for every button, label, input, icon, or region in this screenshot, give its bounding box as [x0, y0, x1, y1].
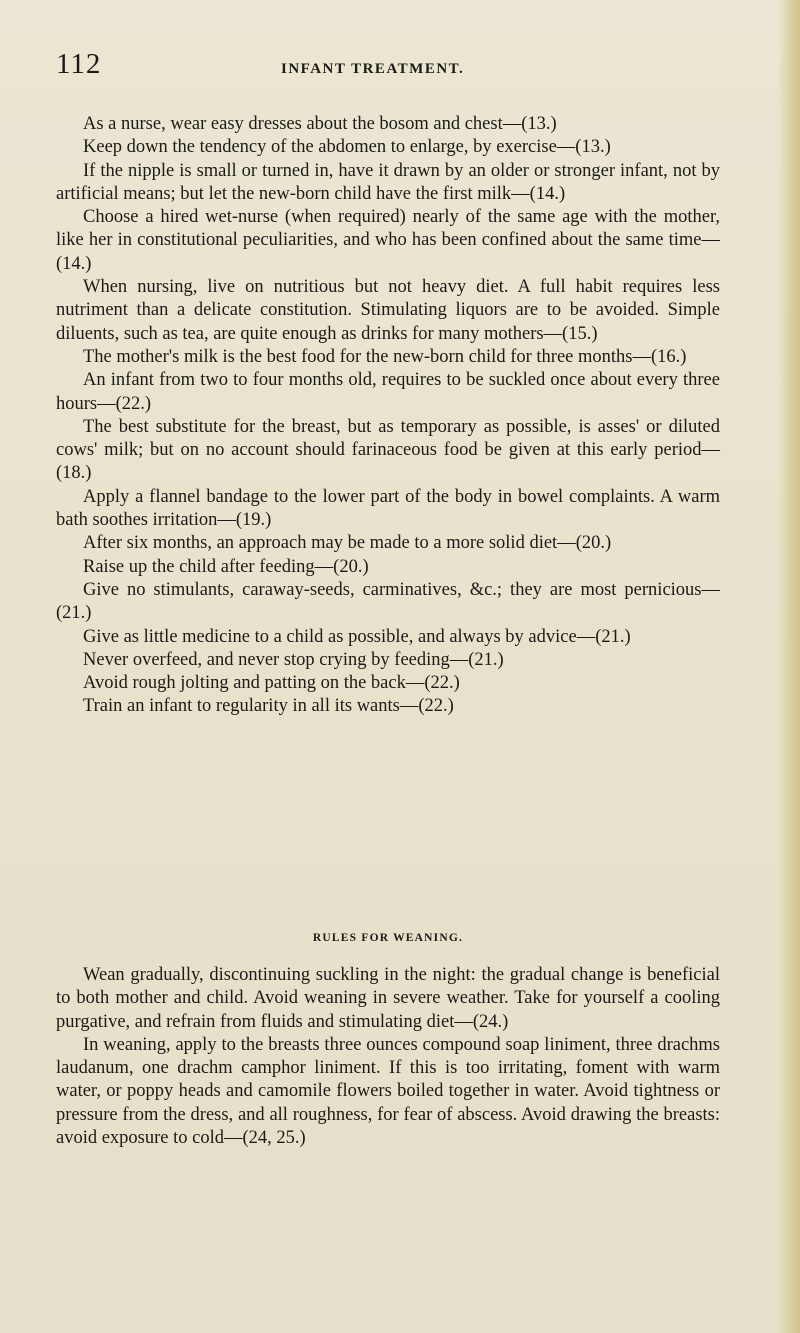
paragraph: An infant from two to four months old, requires to be suckled once about every three hours—(22.): [56, 370, 720, 414]
section-heading-weaning: RULES FOR WEANING.: [312, 932, 464, 944]
paragraph: Give as little medicine to a child as possible, and always by advice—(21.): [83, 626, 631, 647]
nursing-rules-text: [56, 113, 720, 719]
weaning-rules-text: [56, 964, 720, 1150]
paragraph: As a nurse, wear easy dresses about the bosom and chest—(13.): [83, 114, 557, 134]
paragraph: When nursing, live on nutritious but not heavy diet. A full habit requires less nutriment than a delicate constitution. Stimulating liquors are to be avoided. Simple diluents, such as tea, are quite enough as drinks for many mothers—(15.): [56, 277, 720, 344]
page-edge-shading: [778, 0, 800, 1333]
running-head: INFANT TREATMENT.: [281, 61, 465, 77]
paragraph: After six months, an approach may be made to a more solid diet—(20.): [83, 533, 612, 554]
paragraph: If the nipple is small or turned in, have it drawn by an older or stronger infant, not by artificial means; but let the new-born child have the first milk—(14.): [56, 160, 720, 204]
paragraph: Never overfeed, and never stop crying by feeding—(21.): [83, 649, 504, 670]
paragraph: In weaning, apply to the breasts three ounces compound soap liniment, three drachms laudanum, one drachm camphor liniment. If this is too irritating, foment with warm water, or poppy heads and camomile flowers boiled together in water. Avoid tightness or pressure from the dress, and all roughness, for fear of abscess. Avoid drawing the breasts: avoid exposure to cold—(24, 25.): [56, 1034, 720, 1149]
paragraph: Keep down the tendency of the abdomen to enlarge, by exercise—(13.): [83, 137, 611, 158]
paragraph: The mother's milk is the best food for the new-born child for three months—(16.): [83, 346, 687, 367]
page-number: 112: [56, 48, 102, 80]
page-header: [56, 48, 716, 88]
paragraph: The best substitute for the breast, but as temporary as possible, is asses' or diluted cows' milk; but on no account should farinaceous food be given at this early period—(18.): [56, 416, 720, 484]
paragraph: Give no stimulants, caraway-seeds, carminatives, &c.; they are most pernicious—(21.): [56, 579, 720, 624]
paragraph: Apply a flannel bandage to the lower part of the body in bowel complaints. A warm bath soothes irritation—(19.): [56, 486, 720, 531]
paragraph: Wean gradually, discontinuing suckling in the night: the gradual change is beneficial to both mother and child. Avoid weaning in severe weather. Take for yourself a cooling purgative, and refrain from fluids and stimulating diet—(24.): [56, 965, 720, 1032]
paragraph: Train an infant to regularity in all its wants—(22.): [83, 696, 454, 717]
paragraph: Avoid rough jolting and patting on the back—(22.): [83, 673, 460, 694]
paragraph: Raise up the child after feeding—(20.): [83, 556, 369, 577]
paragraph: Choose a hired wet-nurse (when required) nearly of the same age with the mother, like her in constitutional peculiarities, and who has been confined about the same time—(14.): [56, 207, 720, 274]
